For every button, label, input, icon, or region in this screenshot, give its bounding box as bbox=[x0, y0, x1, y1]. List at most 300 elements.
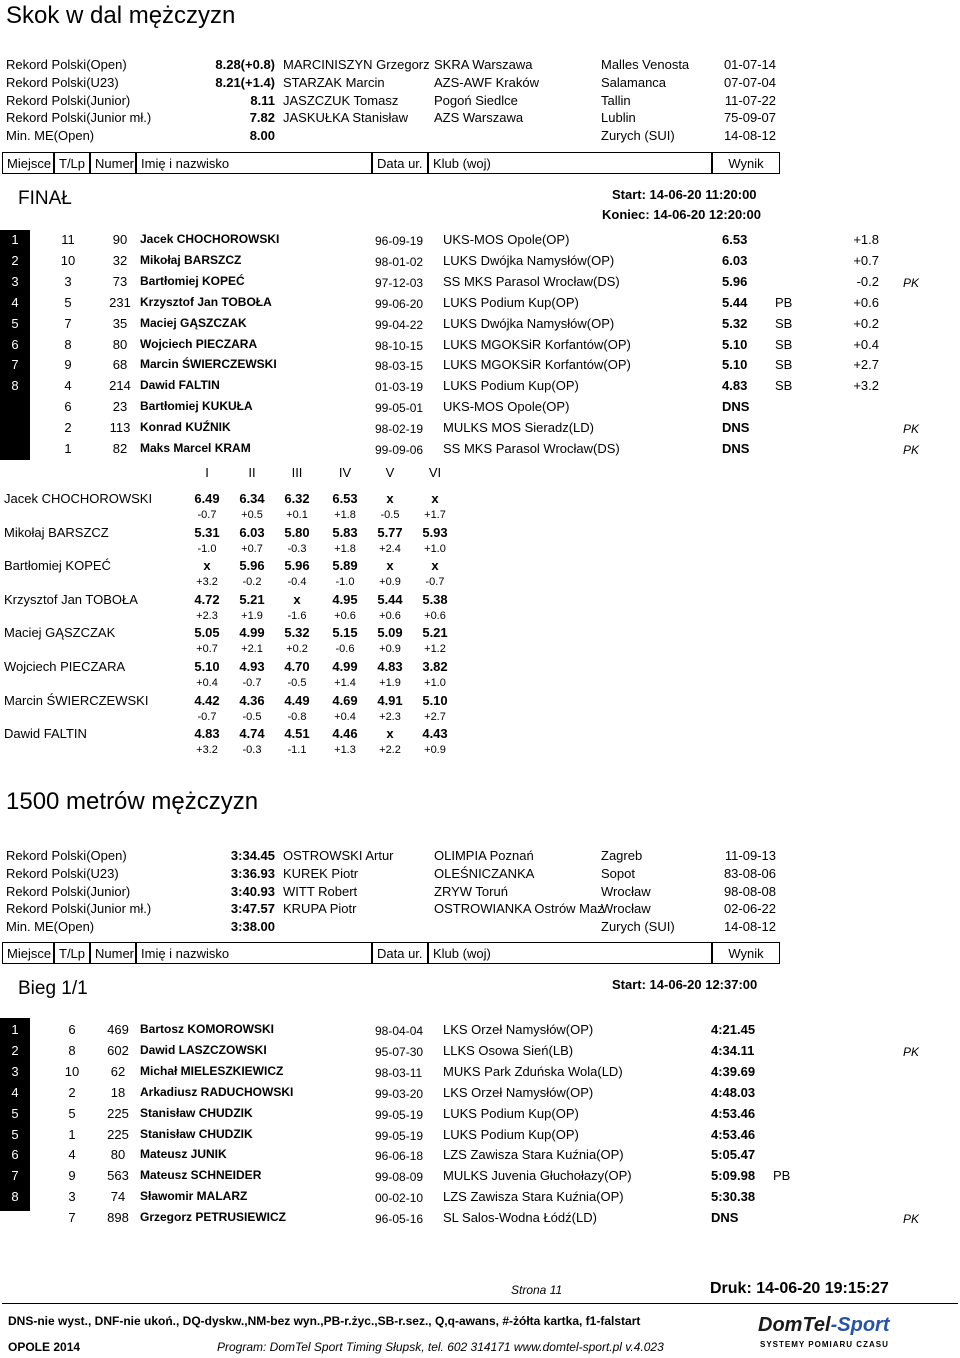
place-number: 2 bbox=[11, 1042, 19, 1058]
record-club: OLIMPIA Poznań bbox=[434, 848, 534, 863]
attempt-athlete: Krzysztof Jan TOBOŁA bbox=[4, 591, 138, 607]
record-date: 83-08-06 bbox=[723, 865, 776, 881]
attempt-result: x bbox=[203, 558, 211, 574]
birth-date: 99-04-22 bbox=[375, 317, 424, 332]
bib-number: 32 bbox=[112, 252, 128, 268]
attempt-result: 5.32 bbox=[284, 625, 310, 641]
record-label: Rekord Polski(Junior mł.) bbox=[6, 901, 152, 917]
pk-flag: PK bbox=[903, 275, 920, 290]
bib-number: 225 bbox=[107, 1105, 129, 1121]
bib-number: 113 bbox=[109, 420, 131, 436]
attempt-wind: -0.4 bbox=[287, 576, 307, 589]
column-header-tlp: T/Lp bbox=[54, 152, 90, 174]
lane-number: 9 bbox=[68, 1168, 76, 1184]
footer-divider bbox=[2, 1303, 958, 1304]
attempt-wind: -0.3 bbox=[287, 542, 307, 555]
birth-date: 98-04-04 bbox=[375, 1024, 424, 1038]
record-date: 98-08-08 bbox=[723, 883, 776, 899]
record-holder: KUREK Piotr bbox=[283, 865, 359, 881]
result: DNS bbox=[722, 441, 750, 456]
record-holder: MARCINISZYN Grzegorz bbox=[283, 57, 430, 72]
athlete-name: Bartłomiej KOPEĆ bbox=[140, 273, 245, 288]
place-number: 3 bbox=[11, 1063, 19, 1079]
attempt-result: 4.95 bbox=[332, 591, 358, 607]
lane-number: 11 bbox=[61, 232, 75, 247]
attempt-result: 5.80 bbox=[284, 524, 310, 540]
record-club: Pogoń Siedlce bbox=[434, 92, 518, 108]
attempt-result: 4.93 bbox=[239, 659, 265, 674]
attempt-wind: -0.2 bbox=[242, 576, 262, 589]
club-name: MUKS Park Zduńska Wola(LD) bbox=[443, 1063, 623, 1079]
record-flag: PB bbox=[773, 1168, 791, 1184]
club-name: LUKS Podium Kup(OP) bbox=[443, 378, 579, 394]
attempt-wind: -0.3 bbox=[242, 744, 262, 757]
attempt-result: 5.96 bbox=[239, 558, 265, 574]
bib-number: 82 bbox=[112, 441, 128, 456]
column-header-numer: Numer bbox=[90, 152, 136, 174]
attempt-wind: +2.3 bbox=[379, 710, 401, 723]
attempt-wind: +1.9 bbox=[241, 609, 263, 622]
record-label: Rekord Polski(Junior) bbox=[6, 92, 131, 108]
record-place: Malles Venosta bbox=[601, 57, 690, 72]
result: 6.53 bbox=[722, 232, 748, 247]
record-date: 11-07-22 bbox=[724, 92, 776, 108]
record-label: Rekord Polski(U23) bbox=[6, 74, 119, 90]
result: 5.44 bbox=[722, 294, 748, 310]
attempt-wind: +1.3 bbox=[334, 744, 356, 757]
attempt-result: 5.21 bbox=[239, 591, 265, 607]
round-title: FINAŁ bbox=[18, 188, 72, 209]
event-title: Skok w dal mężczyzn bbox=[6, 2, 236, 29]
athlete-name: Maciej GĄSZCZAK bbox=[140, 315, 247, 330]
club-name: LUKS Podium Kup(OP) bbox=[443, 1126, 579, 1142]
result: 5.96 bbox=[722, 273, 748, 289]
attempt-wind: -0.7 bbox=[197, 509, 217, 521]
column-header-miejsce: Miejsce bbox=[2, 942, 54, 964]
record-result: 3:40.93 bbox=[230, 883, 275, 899]
pk-flag: PK bbox=[903, 1212, 920, 1227]
attempt-result: 5.93 bbox=[422, 524, 448, 540]
attempt-wind: +0.9 bbox=[424, 744, 446, 757]
column-header-wynik: Wynik bbox=[712, 152, 780, 174]
wind: +3.2 bbox=[853, 378, 879, 394]
start-time: Start: 14-06-20 11:20:00 bbox=[612, 187, 757, 202]
result: 5.32 bbox=[722, 315, 748, 331]
attempt-result: 4.74 bbox=[239, 726, 265, 742]
attempt-result: 4.99 bbox=[332, 659, 358, 674]
attempt-wind: +1.4 bbox=[334, 677, 356, 689]
attempt-result: 4.46 bbox=[332, 726, 358, 742]
record-club: OLEŚNICZANKA bbox=[434, 865, 535, 881]
wind: +0.4 bbox=[853, 336, 879, 352]
column-header-name: Imię i nazwisko bbox=[136, 942, 372, 964]
attempt-wind: +2.4 bbox=[379, 542, 401, 555]
record-date: 14-08-12 bbox=[723, 919, 776, 935]
attempt-result: x bbox=[386, 726, 394, 742]
record-label: Rekord Polski(U23) bbox=[6, 865, 119, 881]
record-result: 3:47.57 bbox=[230, 901, 275, 917]
attempt-header: IV bbox=[338, 465, 352, 480]
record-place: Zurych (SUI) bbox=[601, 128, 675, 144]
attempt-result: 4.42 bbox=[194, 692, 220, 708]
attempt-result: 3.82 bbox=[422, 659, 448, 674]
record-label: Rekord Polski(Junior) bbox=[6, 883, 131, 899]
place-number: 1 bbox=[11, 1022, 19, 1037]
attempt-wind: -0.5 bbox=[380, 509, 400, 521]
attempt-wind: +2.3 bbox=[196, 609, 218, 622]
result: 4:48.03 bbox=[711, 1084, 756, 1100]
attempt-result: 4.99 bbox=[239, 625, 265, 641]
club-name: SS MKS Parasol Wrocław(DS) bbox=[443, 441, 620, 456]
record-result: 3:38.00 bbox=[230, 919, 275, 935]
record-result: 3:36.93 bbox=[230, 865, 275, 881]
club-name: LUKS Dwójka Namysłów(OP) bbox=[443, 252, 615, 268]
record-date: 14-08-12 bbox=[723, 128, 776, 144]
record-result: 3:34.45 bbox=[230, 848, 275, 863]
column-header-tlp: T/Lp bbox=[54, 942, 90, 964]
attempt-wind: +2.7 bbox=[424, 710, 446, 723]
birth-date: 98-03-15 bbox=[375, 359, 424, 374]
lane-number: 6 bbox=[68, 1022, 76, 1037]
lane-number: 5 bbox=[64, 294, 72, 310]
lane-number: 7 bbox=[64, 315, 72, 331]
athlete-name: Dawid LASZCZOWSKI bbox=[140, 1042, 267, 1057]
athlete-name: Stanisław CHUDZIK bbox=[140, 1126, 253, 1141]
result: 4:39.69 bbox=[711, 1063, 756, 1079]
lane-number: 8 bbox=[68, 1042, 76, 1058]
record-date: 01-07-14 bbox=[723, 57, 776, 72]
attempt-athlete: Jacek CHOCHOROWSKI bbox=[4, 491, 153, 506]
club-name: SL Salos-Wodna Łódź(LD) bbox=[443, 1210, 597, 1226]
record-place: Wrocław bbox=[601, 901, 651, 917]
record-place: Lublin bbox=[601, 110, 636, 126]
athlete-name: Michał MIELESZKIEWICZ bbox=[140, 1063, 284, 1078]
athlete-name: Wojciech PIECZARA bbox=[140, 336, 258, 351]
birth-date: 99-05-01 bbox=[375, 401, 424, 416]
column-header-miejsce: Miejsce bbox=[2, 152, 54, 174]
club-name: LUKS Dwójka Namysłów(OP) bbox=[443, 315, 615, 331]
lane-number: 4 bbox=[64, 378, 72, 394]
bib-number: 35 bbox=[112, 315, 128, 331]
club-name: UKS-MOS Opole(OP) bbox=[443, 399, 570, 415]
lane-number: 1 bbox=[64, 441, 72, 456]
attempt-wind: +2.1 bbox=[241, 643, 263, 656]
place-number: 7 bbox=[11, 1168, 19, 1184]
bib-number: 80 bbox=[110, 1147, 126, 1163]
result: DNS bbox=[722, 399, 750, 415]
attempt-result: 4.83 bbox=[194, 726, 220, 742]
bib-number: 563 bbox=[107, 1168, 129, 1184]
result: 5.10 bbox=[722, 357, 748, 373]
start-time-2: Start: 14-06-20 12:37:00 bbox=[612, 977, 758, 992]
birth-date: 99-03-20 bbox=[375, 1086, 424, 1101]
attempt-result: 4.91 bbox=[377, 692, 403, 708]
record-place: Salamanca bbox=[601, 74, 667, 90]
lane-number: 4 bbox=[68, 1147, 76, 1163]
attempt-wind: +0.7 bbox=[196, 643, 218, 656]
attempt-wind: +1.0 bbox=[424, 542, 446, 555]
record-label: Rekord Polski(Junior mł.) bbox=[6, 110, 152, 126]
result: 4:53.46 bbox=[711, 1105, 756, 1121]
attempt-header: II bbox=[248, 465, 256, 480]
attempt-wind: +1.7 bbox=[424, 509, 446, 521]
attempt-wind: +0.6 bbox=[379, 609, 401, 622]
result: 4:34.11 bbox=[711, 1042, 755, 1058]
logo-dom: DomTel bbox=[758, 1314, 831, 1336]
record-club: OSTROWIANKA Ostrów Maz bbox=[434, 901, 604, 917]
attempt-result: 5.89 bbox=[332, 558, 358, 574]
bib-number: 225 bbox=[107, 1126, 129, 1142]
record-place: Tallin bbox=[601, 92, 631, 108]
result: 6.03 bbox=[722, 252, 748, 268]
bib-number: 231 bbox=[109, 294, 131, 310]
club-name: MULKS MOS Sieradz(LD) bbox=[443, 420, 594, 436]
record-place: Sopot bbox=[601, 865, 635, 881]
lane-number: 10 bbox=[64, 1063, 80, 1079]
lane-number: 1 bbox=[68, 1126, 76, 1142]
attempt-wind: -1.6 bbox=[287, 609, 307, 622]
club-name: MULKS Juvenia Głuchołazy(OP) bbox=[443, 1168, 632, 1184]
result: 5:30.38 bbox=[711, 1189, 756, 1205]
attempt-wind: +1.0 bbox=[424, 677, 446, 689]
attempt-result: 6.34 bbox=[239, 491, 265, 506]
domtel-logo bbox=[758, 1314, 890, 1337]
attempt-result: 5.44 bbox=[377, 591, 403, 607]
attempt-wind: -0.6 bbox=[335, 643, 355, 656]
bib-number: 73 bbox=[112, 273, 128, 289]
attempt-result: x bbox=[293, 591, 301, 607]
record-result: 8.11 bbox=[250, 92, 275, 108]
birth-date: 00-02-10 bbox=[375, 1191, 424, 1206]
column-header-data: Data ur. bbox=[372, 942, 428, 964]
bib-number: 80 bbox=[112, 336, 128, 352]
column-header-name: Imię i nazwisko bbox=[136, 152, 372, 174]
wind: +0.6 bbox=[853, 294, 879, 310]
athlete-name: Jacek CHOCHOROWSKI bbox=[140, 232, 280, 246]
bib-number: 62 bbox=[110, 1063, 126, 1079]
column-header-klub: Klub (woj) bbox=[428, 152, 712, 174]
place-number: 8 bbox=[11, 378, 19, 394]
attempt-wind: -1.0 bbox=[335, 576, 355, 589]
birth-date: 96-06-18 bbox=[375, 1149, 424, 1164]
athlete-name: Sławomir MALARZ bbox=[140, 1189, 248, 1204]
club-name: LZS Zawisza Stara Kuźnia(OP) bbox=[443, 1189, 624, 1205]
record-club: ZRYW Toruń bbox=[434, 883, 508, 899]
record-holder: WITT Robert bbox=[283, 883, 358, 899]
wind: -0.2 bbox=[856, 273, 879, 289]
attempt-result: 5.09 bbox=[377, 625, 403, 641]
record-flag: SB bbox=[775, 336, 793, 352]
result: 5:09.98 bbox=[711, 1168, 756, 1184]
bib-number: 18 bbox=[110, 1084, 126, 1100]
attempt-result: 5.15 bbox=[332, 625, 358, 641]
record-flag: PB bbox=[775, 294, 793, 310]
attempt-header: I bbox=[205, 465, 209, 480]
place-number: 5 bbox=[11, 315, 19, 331]
record-date: 02-06-22 bbox=[723, 901, 776, 917]
attempt-result: 4.49 bbox=[284, 692, 310, 708]
attempt-result: 6.49 bbox=[194, 491, 220, 506]
attempt-wind: +3.2 bbox=[196, 576, 218, 589]
birth-date: 99-08-09 bbox=[375, 1170, 424, 1185]
birth-date: 97-12-03 bbox=[375, 275, 424, 290]
attempt-result: x bbox=[431, 558, 439, 574]
attempt-result: x bbox=[386, 558, 394, 574]
attempt-wind: +2.2 bbox=[379, 744, 401, 757]
record-date: 07-07-04 bbox=[723, 74, 776, 90]
lane-number: 3 bbox=[68, 1189, 76, 1205]
birth-date: 01-03-19 bbox=[375, 380, 424, 395]
birth-date: 96-09-19 bbox=[375, 234, 424, 248]
pk-flag: PK bbox=[903, 1044, 920, 1059]
bib-number: 23 bbox=[112, 399, 128, 415]
attempt-result: 5.77 bbox=[377, 524, 403, 540]
attempt-wind: -1.1 bbox=[287, 744, 307, 757]
attempt-result: x bbox=[386, 491, 394, 506]
attempt-result: 5.10 bbox=[194, 659, 220, 674]
logo-subtitle: SYSTEMY POMIARU CZASU bbox=[760, 1340, 889, 1349]
athlete-name: Grzegorz PETRUSIEWICZ bbox=[140, 1210, 287, 1225]
place-number: 6 bbox=[11, 336, 19, 352]
attempt-wind: +0.6 bbox=[334, 609, 356, 622]
wind: +0.7 bbox=[853, 252, 879, 268]
attempt-header: III bbox=[291, 465, 303, 480]
pk-flag: PK bbox=[903, 443, 920, 457]
wind: +2.7 bbox=[853, 357, 879, 373]
attempt-wind: +0.7 bbox=[241, 542, 263, 555]
attempt-wind: +0.9 bbox=[379, 643, 401, 656]
wind: +0.2 bbox=[853, 315, 879, 331]
result: 4.83 bbox=[722, 378, 748, 394]
record-holder: OSTROWSKI Artur bbox=[283, 848, 394, 863]
place-number: 1 bbox=[11, 232, 19, 247]
club-name: LLKS Osowa Sień(LB) bbox=[443, 1042, 574, 1058]
club-name: SS MKS Parasol Wrocław(DS) bbox=[443, 273, 620, 289]
bib-number: 469 bbox=[107, 1022, 129, 1037]
result: 5.10 bbox=[722, 336, 748, 352]
club-name: LUKS MGOKSiR Korfantów(OP) bbox=[443, 357, 631, 373]
result: DNS bbox=[722, 420, 750, 436]
attempt-wind: -1.0 bbox=[197, 542, 217, 555]
attempt-wind: +0.4 bbox=[196, 677, 218, 689]
attempt-result: 5.38 bbox=[422, 591, 448, 607]
lane-number: 5 bbox=[68, 1105, 76, 1121]
record-place: Zagreb bbox=[601, 848, 643, 863]
record-result: 8.21(+1.4) bbox=[215, 74, 275, 90]
attempt-result: 4.43 bbox=[422, 726, 448, 742]
attempt-wind: -0.5 bbox=[242, 710, 262, 723]
attempt-wind: -0.7 bbox=[425, 576, 445, 589]
attempt-wind: +3.2 bbox=[196, 744, 218, 757]
attempt-wind: +1.8 bbox=[334, 542, 356, 555]
attempt-wind: +1.9 bbox=[379, 677, 401, 689]
athlete-name: Maks Marcel KRAM bbox=[140, 441, 251, 455]
place-number: 6 bbox=[11, 1147, 19, 1163]
club-name: LUKS Podium Kup(OP) bbox=[443, 1105, 579, 1121]
lane-number: 9 bbox=[64, 357, 72, 373]
result: 4:53.46 bbox=[711, 1126, 756, 1142]
place-number: 8 bbox=[11, 1189, 19, 1205]
end-time: Koniec: 14-06-20 12:20:00 bbox=[602, 207, 761, 222]
result: DNS bbox=[711, 1210, 739, 1226]
birth-date: 99-06-20 bbox=[375, 296, 424, 311]
attempt-result: 5.05 bbox=[194, 625, 220, 641]
club-name: UKS-MOS Opole(OP) bbox=[443, 232, 570, 247]
record-place: Zurych (SUI) bbox=[601, 919, 675, 935]
record-label: Min. ME(Open) bbox=[6, 919, 95, 935]
athlete-name: Krzysztof Jan TOBOŁA bbox=[140, 294, 272, 309]
column-header-numer: Numer bbox=[90, 942, 136, 964]
place-number: 5 bbox=[11, 1126, 19, 1142]
record-flag: SB bbox=[775, 378, 793, 394]
attempt-result: 5.83 bbox=[332, 524, 358, 540]
record-club: SKRA Warszawa bbox=[434, 57, 533, 72]
place-number: 3 bbox=[11, 273, 19, 289]
attempt-athlete: Dawid FALTIN bbox=[4, 726, 87, 742]
attempt-athlete: Marcin ŚWIERCZEWSKI bbox=[4, 692, 149, 708]
record-flag: SB bbox=[775, 315, 793, 331]
athlete-name: Stanisław CHUDZIK bbox=[140, 1105, 253, 1120]
page-number: Strona 11 bbox=[511, 1283, 563, 1297]
record-result: 7.82 bbox=[249, 110, 275, 126]
athlete-name: Konrad KUŹNIK bbox=[140, 420, 231, 435]
athlete-name: Marcin ŚWIERCZEWSKI bbox=[140, 357, 277, 372]
attempt-athlete: Wojciech PIECZARA bbox=[4, 659, 126, 674]
attempt-wind: -0.7 bbox=[197, 710, 217, 723]
result: 5:05.47 bbox=[711, 1147, 756, 1163]
record-holder: KRUPA Piotr bbox=[283, 901, 357, 917]
print-time: Druk: 14-06-20 19:15:27 bbox=[710, 1280, 889, 1297]
attempt-header: VI bbox=[428, 465, 442, 480]
bib-number: 74 bbox=[110, 1189, 126, 1205]
lane-number: 2 bbox=[68, 1084, 76, 1100]
bib-number: 90 bbox=[112, 232, 128, 247]
lane-number: 10 bbox=[60, 252, 76, 268]
record-label: Rekord Polski(Open) bbox=[6, 848, 127, 863]
attempt-result: 4.70 bbox=[284, 659, 310, 674]
attempt-wind: +0.5 bbox=[241, 509, 263, 521]
attempt-wind: +0.9 bbox=[379, 576, 401, 589]
record-place: Wrocław bbox=[601, 883, 651, 899]
bib-number: 898 bbox=[107, 1210, 129, 1226]
record-flag: SB bbox=[775, 357, 793, 373]
record-club: AZS-AWF Kraków bbox=[434, 74, 539, 90]
legend-text: DNS-nie wyst., DNF-nie ukoń., DQ-dyskw.,NM-bez wyn.,PB-r.życ.,SB-r.sez., Q,q-awans, #-żółta kartka, f1-falstart bbox=[8, 1314, 641, 1328]
athlete-name: Arkadiusz RADUCHOWSKI bbox=[140, 1084, 294, 1099]
attempt-result: 6.03 bbox=[239, 524, 265, 540]
bib-number: 68 bbox=[112, 357, 128, 373]
attempt-result: 5.21 bbox=[422, 625, 448, 641]
pk-flag: PK bbox=[903, 422, 920, 437]
club-name: LKS Orzeł Namysłów(OP) bbox=[443, 1084, 594, 1100]
attempt-result: 5.10 bbox=[422, 692, 448, 708]
attempt-wind: +0.2 bbox=[286, 643, 308, 656]
attempt-header: V bbox=[385, 465, 395, 480]
lane-number: 2 bbox=[64, 420, 72, 436]
record-date: 75-09-07 bbox=[723, 110, 776, 126]
attempt-athlete: Mikołaj BARSZCZ bbox=[4, 524, 109, 540]
result: 4:21.45 bbox=[711, 1022, 756, 1037]
attempt-result: 4.72 bbox=[194, 591, 220, 607]
club-name: LUKS Podium Kup(OP) bbox=[443, 294, 579, 310]
birth-date: 96-05-16 bbox=[375, 1212, 424, 1227]
place-number: 4 bbox=[11, 1084, 19, 1100]
place-number: 7 bbox=[11, 357, 19, 373]
birth-date: 98-10-15 bbox=[375, 338, 424, 353]
club-name: LUKS MGOKSiR Korfantów(OP) bbox=[443, 336, 631, 352]
athlete-name: Bartłomiej KUKUŁA bbox=[140, 399, 253, 414]
record-holder: JASKUŁKA Stanisław bbox=[283, 110, 409, 126]
